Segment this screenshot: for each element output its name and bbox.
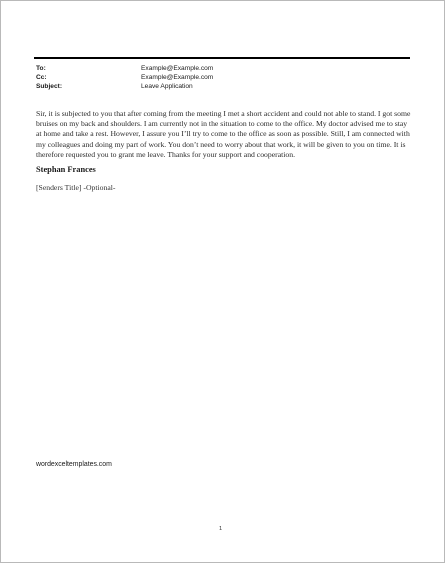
to-label: To: xyxy=(36,65,46,72)
email-header xyxy=(36,64,213,91)
header-rule xyxy=(34,57,410,59)
sender-title: [Senders Title] -Optional- xyxy=(36,183,116,192)
cc-label: Cc: xyxy=(36,74,47,81)
to-row xyxy=(36,64,213,73)
to-value: Example@Example.com xyxy=(141,65,214,72)
subject-label: Subject: xyxy=(36,83,63,90)
signature-name: Stephan Frances xyxy=(36,165,96,174)
body-paragraph: Sir, it is subjected to you that after coming from the meeting I met a short accident and could not able to stand. I got some bruises on my back and shoulders. I am currently not in the situation to come to the office. My doctor advised me to stay at home and take a rest. However, I assure you I’ll try to come to the office as soon as possible. Still, I am connected with my colleagues and doing my part of work. You don’t need to worry about that work, it will be given to you on time. It is therefore requested you to grant me leave. Thanks for your support and cooperation. xyxy=(36,109,411,159)
cc-row xyxy=(36,73,213,82)
subject-row xyxy=(36,82,213,91)
subject-value: Leave Application xyxy=(141,83,193,90)
cc-value: Example@Example.com xyxy=(141,74,214,81)
footer-website: wordexceltemplates.com xyxy=(36,461,112,468)
page-number: 1 xyxy=(219,526,223,532)
